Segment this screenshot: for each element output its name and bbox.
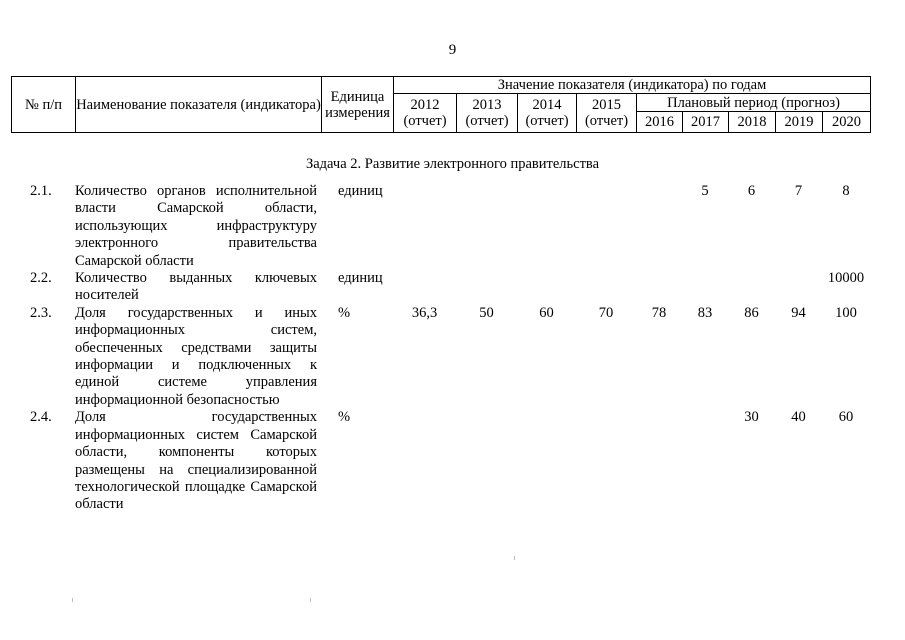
header-year-2012: 2012 (отчет) — [394, 94, 457, 133]
value-2014 — [517, 183, 576, 270]
unit-of-measure: % — [338, 304, 351, 321]
row-number: 2.1. — [30, 183, 52, 199]
value-2020: 100 — [835, 304, 857, 321]
value-2015: 70 — [598, 304, 614, 321]
indicator-name: Доля государственных и иных информационных систем, обеспеченных средствами защиты информации и подключенных к единой системе управления информационной безопасностью — [75, 304, 317, 408]
header-year-2014: 2014 (отчет) — [518, 94, 577, 133]
value-2019: 94 — [791, 304, 806, 321]
value-2016 — [636, 183, 682, 270]
scan-mark — [514, 556, 515, 560]
value-2018: 86 — [744, 304, 759, 321]
value-2014: 60 — [539, 304, 554, 321]
value-2016 — [636, 409, 682, 513]
header-year-2020: 2020 — [823, 112, 871, 133]
value-2019: 40 — [791, 409, 806, 426]
value-2013: 50 — [479, 304, 494, 321]
value-2017: 5 — [701, 183, 709, 199]
header-year-2015: 2015 (отчет) — [577, 94, 637, 133]
value-2016: 78 — [651, 304, 667, 321]
header-unit: Единица измерения — [322, 77, 394, 133]
value-2019 — [775, 270, 822, 305]
value-2020: 8 — [842, 183, 850, 199]
value-2017 — [682, 270, 728, 305]
value-2013 — [456, 409, 517, 513]
indicator-table-header — [11, 76, 871, 133]
value-2017 — [682, 409, 728, 513]
unit-of-measure: % — [338, 409, 351, 426]
unit-of-measure: единиц — [338, 183, 383, 199]
header-year-2016: 2016 — [637, 112, 683, 133]
row-number: 2.4. — [30, 409, 52, 426]
table-row — [11, 305, 870, 409]
header-year-2018: 2018 — [729, 112, 776, 133]
scan-mark — [72, 598, 73, 602]
header-planned-period: Плановый период (прогноз) — [637, 94, 871, 112]
indicator-table-body — [11, 183, 870, 514]
value-2018: 30 — [744, 409, 759, 426]
value-2012 — [393, 270, 456, 305]
header-num: № п/п — [12, 77, 76, 133]
value-2018 — [728, 270, 775, 305]
indicator-name: Количество выданных ключевых носителей — [75, 270, 317, 304]
table-row — [11, 270, 870, 305]
value-2015 — [576, 183, 636, 270]
value-2019: 7 — [794, 183, 803, 199]
value-2015 — [576, 270, 636, 305]
value-2013 — [456, 183, 517, 270]
indicator-name: Доля государственных информационных систем Самарской области, компоненты которых размещены на специализированной технологической площадке Самарской области — [75, 409, 317, 513]
task-title: Задача 2. Развитие электронного правительства — [305, 156, 600, 172]
table-row — [11, 183, 870, 270]
value-2012 — [393, 409, 456, 513]
row-number: 2.3. — [30, 304, 52, 321]
value-2020: 10000 — [827, 270, 865, 287]
value-2012: 36,3 — [411, 304, 438, 321]
scan-mark — [310, 598, 311, 602]
value-2014 — [517, 270, 576, 305]
unit-of-measure: единиц — [338, 270, 383, 287]
value-2018: 6 — [747, 183, 756, 199]
header-year-2019: 2019 — [776, 112, 823, 133]
row-number: 2.2. — [30, 270, 52, 287]
value-2014 — [517, 409, 576, 513]
value-2015 — [576, 409, 636, 513]
value-2016 — [636, 270, 682, 305]
header-year-2013: 2013 (отчет) — [457, 94, 518, 133]
indicator-name: Количество органов исполнительной власти Самарской области, использующих инфраструктуру электронного правительства Самарской области — [75, 183, 317, 269]
value-2020: 60 — [838, 409, 854, 426]
table-row — [11, 409, 870, 513]
header-year-2017: 2017 — [683, 112, 729, 133]
value-2017: 83 — [697, 304, 713, 321]
header-values-by-year: Значение показателя (индикатора) по годам — [394, 77, 871, 94]
header-name: Наименование показателя (индикатора) — [76, 77, 322, 133]
page-number: 9 — [448, 42, 457, 58]
value-2012 — [393, 183, 456, 270]
value-2013 — [456, 270, 517, 305]
